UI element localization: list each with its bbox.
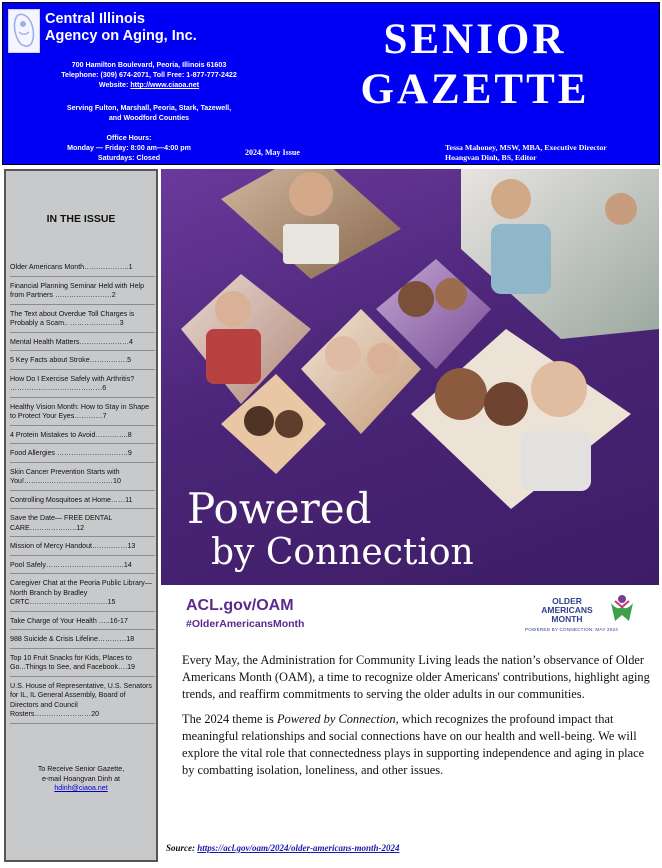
acl-banner bbox=[161, 585, 659, 647]
toc-item[interactable]: Financial Planning Seminar Held with Help from Partners ……………………2 bbox=[10, 282, 155, 305]
article-paragraph-2 bbox=[182, 711, 656, 780]
oam-logo-line-1: OLDER bbox=[552, 596, 582, 606]
acl-hashtag: #OlderAmericansMonth bbox=[186, 618, 305, 630]
toc-item[interactable]: The Text about Overdue Toll Charges is Probably a Scam.. …………………3 bbox=[10, 310, 155, 333]
article-body bbox=[182, 652, 656, 786]
agency-logo bbox=[8, 9, 40, 53]
toc-item[interactable]: Healthy Vision Month: How to Stay in Shape to Protect Your Eyes…………7 bbox=[10, 403, 155, 426]
org-name-line-1: Central Illinois bbox=[45, 11, 145, 27]
table-of-contents-sidebar bbox=[4, 169, 158, 862]
toc-item[interactable]: 988 Suicide & Crisis Lifeline…………18 bbox=[10, 635, 155, 649]
article-paragraph-1: Every May, the Administration for Community Living leads the nation’s observance of Older Americans Month (OAM), a time to recognize older Americans' contributions, highlight aging trends, and reaffirm commitments to serving the older adults in our communities. bbox=[182, 653, 650, 702]
org-name-line-2: Agency on Aging, Inc. bbox=[45, 28, 197, 44]
toc-item[interactable]: How Do I Exercise Safely with Arthritis? …………………………………6 bbox=[10, 375, 155, 398]
toc-item[interactable]: Save the Date— FREE DENTAL CARE………………..12 bbox=[10, 514, 155, 537]
toc-item[interactable]: Caregiver Chat at the Peoria Public Library—North Branch by Bradley CRTC……………………………15 bbox=[10, 579, 155, 612]
telephone: Telephone: (309) 674-2071, Toll Free: 1-877-777-2422 bbox=[61, 71, 237, 79]
toc-item[interactable]: U.S. House of Representative, U.S. Senators for IL, IL General Assembly, Board of Directors and Council Rosters……………………20 bbox=[10, 682, 155, 724]
toc-item[interactable]: Mental Health Matters…………………4 bbox=[10, 338, 155, 352]
oam-logo-text bbox=[525, 597, 609, 624]
subscribe-note bbox=[6, 765, 156, 794]
office-hours-weekday: Monday — Friday: 8:00 am—4:00 pm bbox=[67, 144, 191, 152]
office-hours bbox=[9, 133, 249, 163]
subscribe-email-link[interactable]: hdinh@ciaoa.net bbox=[54, 784, 108, 792]
subscribe-line-1: To Receive Senior Gazette, bbox=[37, 765, 125, 773]
theme-description: , which recognizes the profound impact that meaningful relationships and social connections have on our health and well-being. We will explore the vital role that connectedness plays in supporting independence and aging in place by combatting isolation, loneliness, and other issues. bbox=[182, 711, 645, 778]
toc-list bbox=[10, 263, 155, 729]
oam-logo bbox=[525, 593, 641, 639]
service-area bbox=[9, 103, 289, 123]
executive-director: Tessa Mahoney, MSW, MBA, Executive Director bbox=[445, 143, 607, 152]
service-area-line-1: Serving Fulton, Marshall, Peoria, Stark, Tazewell, bbox=[66, 104, 232, 112]
toc-item[interactable]: 5 Key Facts about Stroke…………….5 bbox=[10, 356, 155, 370]
staff-credits bbox=[445, 143, 659, 163]
publication-title-line-1: SENIOR bbox=[383, 16, 567, 63]
theme-name: Powered by Connection bbox=[276, 711, 396, 726]
publication-title bbox=[295, 15, 655, 115]
source-label: Source: bbox=[166, 843, 198, 853]
oam-logo-tagline: POWERED BY CONNECTION: MAY 2024 bbox=[525, 627, 618, 632]
toc-item[interactable]: Controlling Mosquitoes at Home……11 bbox=[10, 496, 155, 510]
subscribe-line-2: e-mail Hoangvan Dinh at bbox=[41, 774, 121, 783]
toc-item[interactable]: Take Charge of Your Health …..16-17 bbox=[10, 617, 155, 631]
service-area-line-2: and Woodford Counties bbox=[108, 114, 190, 122]
publication-title-line-2: GAZETTE bbox=[360, 66, 590, 113]
photo-man-with-tablet bbox=[221, 169, 401, 279]
oam-logo-line-2: AMERICANS bbox=[541, 605, 593, 615]
toc-title: IN THE ISSUE bbox=[46, 213, 116, 225]
oam-hero-image bbox=[161, 169, 659, 585]
website bbox=[9, 80, 289, 90]
office-hours-title: Office Hours: bbox=[106, 134, 152, 142]
source-link[interactable]: https://acl.gov/oam/2024/older-americans-month-2024 bbox=[197, 843, 400, 853]
website-label: Website: bbox=[98, 81, 129, 89]
theme-intro: The 2024 theme is bbox=[182, 711, 277, 726]
photo-man-with-dog bbox=[181, 274, 311, 404]
article-source bbox=[166, 843, 400, 853]
hero-title-line-2: by Connection bbox=[211, 532, 474, 573]
toc-item[interactable]: 4 Protein Mistakes to Avoid…………..8 bbox=[10, 431, 155, 445]
hero-title-line-1: Powered bbox=[187, 484, 372, 533]
oam-figure-icon bbox=[609, 593, 635, 625]
address: 700 Hamilton Boulevard, Peoria, Illinois 61603 bbox=[71, 61, 227, 69]
acl-url[interactable]: ACL.gov/OAM bbox=[186, 597, 294, 614]
toc-item[interactable]: Pool Safely……………………………14 bbox=[10, 561, 155, 575]
oam-logo-line-3: MONTH bbox=[551, 614, 583, 624]
photo-group-exercise bbox=[461, 169, 659, 339]
toc-item[interactable]: Older Americans Month……………….1 bbox=[10, 263, 155, 277]
contact-info bbox=[9, 60, 289, 90]
editor: Hoangvan Dinh, BS, Editor bbox=[445, 153, 537, 162]
toc-item[interactable]: Skin Cancer Prevention Starts with You!……..…………………………10 bbox=[10, 468, 155, 491]
toc-item[interactable]: Top 10 Fruit Snacks for Kids, Places to Go...Things to See, and Facebook….19 bbox=[10, 654, 155, 677]
hero-title bbox=[187, 484, 474, 575]
toc-item[interactable]: Food Allergies …………………………9 bbox=[10, 449, 155, 463]
toc-item[interactable]: Mission of Mercy Handout……………13 bbox=[10, 542, 155, 556]
org-name bbox=[45, 11, 265, 45]
office-hours-saturday: Saturdays: Closed bbox=[97, 154, 161, 162]
masthead-banner bbox=[2, 2, 660, 165]
issue-date: 2024, May Issue bbox=[245, 148, 300, 157]
website-link[interactable]: http://www.ciaoa.net bbox=[130, 81, 200, 89]
